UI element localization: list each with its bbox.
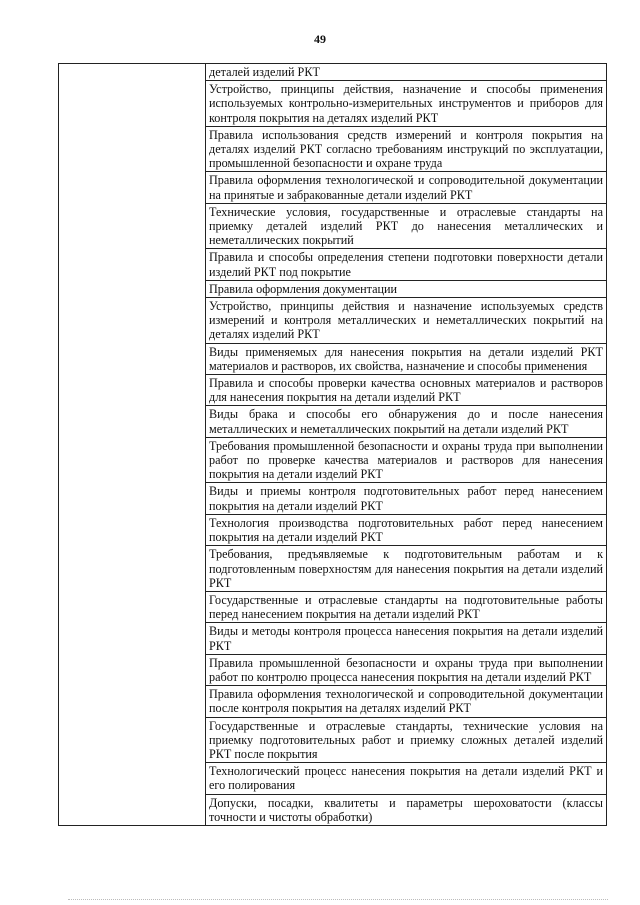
knowledge-item: Технологический процесс нанесения покрытия на детали изделий РКТ и его полирования — [206, 763, 607, 794]
knowledge-item: Виды брака и способы его обнаружения до и после нанесения металлических и неметаллических покрытий на детали изделий РКТ — [206, 406, 607, 437]
knowledge-item: Допуски, посадки, квалитеты и параметры шероховатости (классы точности и чистоты обработки) — [206, 794, 607, 825]
knowledge-item: Государственные и отраслевые стандарты на подготовительные работы перед нанесением покрытия на детали изделий РКТ — [206, 591, 607, 622]
knowledge-item: Требования промышленной безопасности и охраны труда при выполнении работ по проверке качества материалов и растворов для нанесения покрытия на детали изделий РКТ — [206, 437, 607, 483]
knowledge-item: Технические условия, государственные и отраслевые стандарты на приемку деталей изделий РКТ до нанесения металлических и неметаллических покрытий — [206, 203, 607, 249]
knowledge-item: Правила оформления технологической и сопроводительной документации на принятые и забракованные детали изделий РКТ — [206, 172, 607, 203]
knowledge-item: Требования, предъявляемые к подготовительным работам и к подготовленным поверхностям для нанесения покрытия на детали изделий РКТ — [206, 546, 607, 592]
knowledge-item: Правила промышленной безопасности и охраны труда при выполнении работ по контролю процесса нанесения покрытия на детали изделий РКТ — [206, 654, 607, 685]
page-bottom-edge — [68, 899, 608, 901]
knowledge-item: Государственные и отраслевые стандарты, технические условия на приемку подготовительных работ и приемку сложных деталей изделий РКТ после покрытия — [206, 717, 607, 763]
knowledge-item: Виды применяемых для нанесения покрытия на детали изделий РКТ материалов и растворов, их свойства, назначение и способы применения — [206, 343, 607, 374]
knowledge-item: Правила оформления технологической и сопроводительной документации после контроля покрытия на деталях изделий РКТ — [206, 686, 607, 717]
requirements-table — [58, 63, 607, 826]
knowledge-item: Правила использования средств измерений и контроля покрытия на деталях изделий РКТ согласно требованиям инструкций по эксплуатации, промышленной безопасности и охране труда — [206, 126, 607, 172]
table-body — [59, 64, 607, 826]
knowledge-item: деталей изделий РКТ — [206, 64, 607, 81]
knowledge-item: Устройство, принципы действия, назначение и способы применения используемых контрольно-измерительных инструментов и приборов для контроля покрытия на деталях изделий РКТ — [206, 81, 607, 127]
knowledge-item: Устройство, принципы действия и назначение используемых средств измерений и контроля металлических и неметаллических покрытий на деталях изделий РКТ — [206, 298, 607, 344]
knowledge-item: Правила и способы проверки качества основных материалов и растворов для нанесения покрытия на детали изделий РКТ — [206, 375, 607, 406]
knowledge-item: Виды и методы контроля процесса нанесения покрытия на детали изделий РКТ — [206, 623, 607, 654]
knowledge-item: Технология производства подготовительных работ перед нанесением покрытия на детали изделий РКТ — [206, 514, 607, 545]
table-row — [59, 64, 607, 81]
page-number: 49 — [314, 32, 326, 46]
knowledge-item: Виды и приемы контроля подготовительных работ перед нанесением покрытия на детали изделий РКТ — [206, 483, 607, 514]
knowledge-item: Правила и способы определения степени подготовки поверхности детали изделий РКТ под покрытие — [206, 249, 607, 280]
labor-function-cell — [59, 64, 206, 826]
knowledge-item: Правила оформления документации — [206, 280, 607, 297]
